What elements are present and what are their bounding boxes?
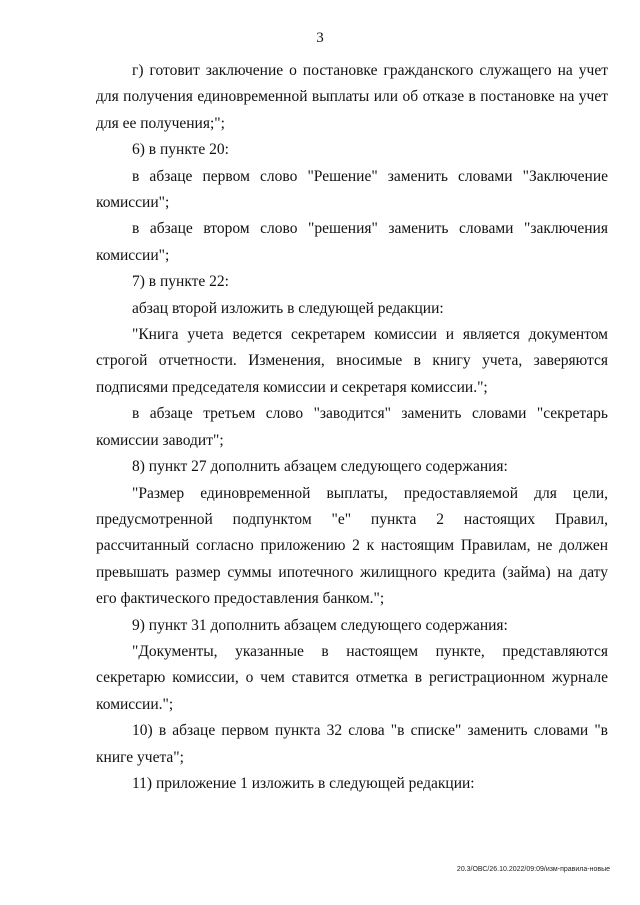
paragraph-point-11: 11) приложение 1 изложить в следующей редакции: [132,774,475,792]
paragraph-point-9-quote: "Документы, указанные в настоящем пункте, представляются секретарю комиссии, о чем ставится отметка в регистрационном журнале комиссии."; [96,642,608,713]
document-body [96,58,608,797]
page-number: 3 [316,30,324,46]
paragraph-point-7-intro: абзац второй изложить в следующей редакции: [132,299,444,317]
paragraph-point-6: 6) в пункте 20: [132,141,229,159]
paragraph-point-6-first: в абзаце первом слово "Решение" заменить словами "Заключение комиссии"; [96,167,608,212]
paragraph-point-9: 9) пункт 31 дополнить абзацем следующего содержания: [132,616,508,634]
document-footer-code: 20.3/ОВС/26.10.2022/09:09/изм-правила-новые [456,866,610,873]
paragraph-point-8-quote: "Размер единовременной выплаты, предоставляемой для цели, предусмотренной подпунктом "е" пункта 2 настоящих Правил, рассчитанный согласно приложению 2 к настоящим Правилам, не должен превышать размер суммы ипотечного жилищного кредита (займа) на дату его фактического предоставления банком."; [96,484,608,608]
paragraph-point-10: 10) в абзаце первом пункта 32 слова "в списке" заменить словами "в книге учета"; [96,722,608,766]
paragraph-point-6-second: в абзаце втором слово "решения" заменить словами "заключения комиссии"; [96,220,608,264]
paragraph-item-g: г) готовит заключение о постановке гражданского служащего на учет для получения единовременной выплаты или об отказе в постановке на учет для ее получения;"; [96,62,608,132]
paragraph-point-7-quote: "Книга учета ведется секретарем комиссии и является документом строгой отчетности. Изменения, вносимые в книгу учета, заверяются подписями председателя комиссии и секретаря комиссии."; [96,326,608,396]
paragraph-point-7-third: в абзаце третьем слово "заводится" заменить словами "секретарь комиссии заводит"; [96,405,608,449]
paragraph-point-7: 7) в пункте 22: [132,273,229,291]
paragraph-point-8: 8) пункт 27 дополнить абзацем следующего содержания: [132,458,508,476]
